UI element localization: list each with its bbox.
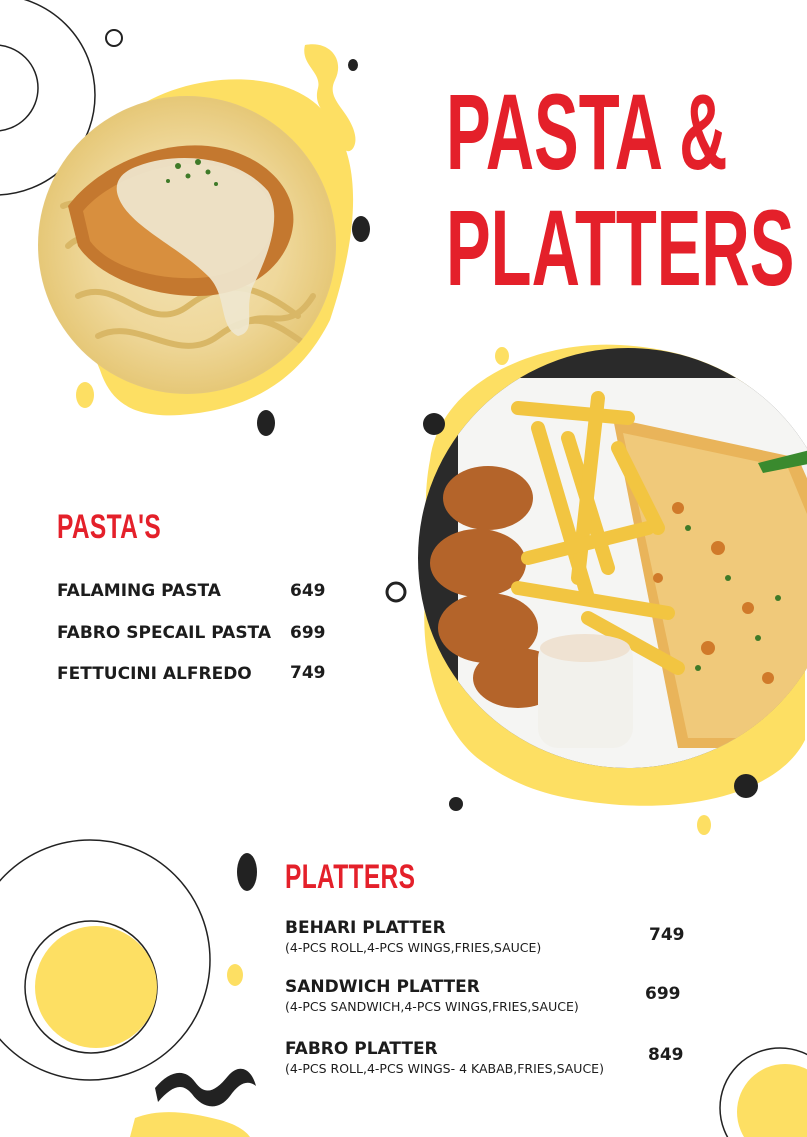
black-dot-platter-left (423, 413, 445, 435)
pasta-item-2-price: 699 (290, 623, 326, 643)
platter-item-3-name: FABRO PLATTER (285, 1039, 438, 1059)
yellow-dot-left (76, 382, 94, 408)
platter-item-2-price: 699 (645, 984, 681, 1004)
platter-item-1-desc: (4-PCS ROLL,4-PCS WINGS,FRIES,SAUCE) (285, 940, 542, 955)
yellow-dot-platter-right (697, 815, 711, 835)
pasta-item-3-name: FETTUCINI ALFREDO (57, 664, 252, 684)
platter-item-2-name: SANDWICH PLATTER (285, 977, 480, 997)
platter-item-1-price: 749 (649, 925, 685, 945)
black-dot-top (348, 59, 358, 71)
platters-heading: PLATTERS (285, 858, 416, 896)
black-squiggle-bottom (155, 1069, 256, 1107)
black-dot-below-pasta (257, 410, 275, 436)
black-dot-platter-bottom (449, 797, 463, 811)
yellow-circle-bottom-right (737, 1064, 807, 1137)
pasta-item-3-price: 749 (290, 663, 326, 683)
pasta-photo (38, 96, 336, 394)
pasta-item-2-name: FABRO SPECAIL PASTA (57, 623, 271, 643)
platter-item-1-name: BEHARI PLATTER (285, 918, 446, 938)
black-dot-right-pasta (352, 216, 370, 242)
pasta-heading: PASTA'S (57, 508, 162, 546)
small-ring-top (106, 30, 122, 46)
platter-item-3-price: 849 (648, 1045, 684, 1065)
small-ring-middle (387, 583, 405, 601)
yellow-circle-bottom-left (35, 926, 157, 1048)
yellow-dot-platter (495, 347, 509, 365)
page-title-line-1: PASTA & (446, 71, 728, 192)
pasta-item-1-name: FALAMING PASTA (57, 581, 221, 601)
yellow-squiggle-bottom (130, 1112, 250, 1137)
black-dot-platters-heading (237, 853, 257, 891)
page-title (446, 71, 795, 308)
platter-item-3-desc: (4-PCS ROLL,4-PCS WINGS- 4 KABAB,FRIES,SAUCE) (285, 1061, 604, 1076)
yellow-dot-bottom (227, 964, 243, 986)
page-title-line-2: PLATTERS (446, 187, 795, 308)
platter-item-2-desc: (4-PCS SANDWICH,4-PCS WINGS,FRIES,SAUCE) (285, 999, 579, 1014)
outline-circle-top-left-inner (0, 45, 38, 131)
pasta-item-1-price: 649 (290, 581, 326, 601)
black-dot-platter-right (734, 774, 758, 798)
